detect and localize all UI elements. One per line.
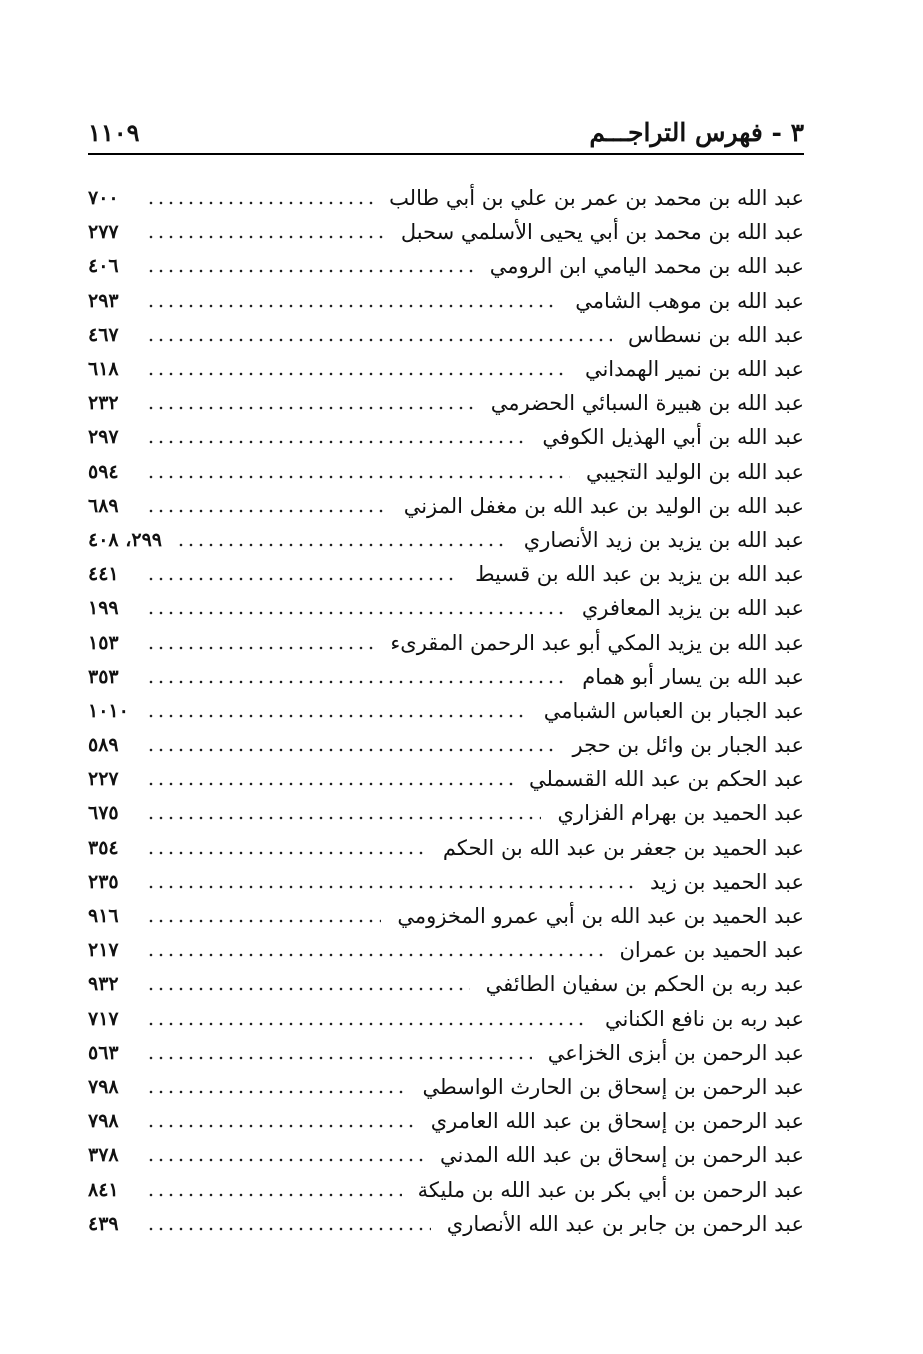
index-entry	[88, 591, 804, 625]
dot-leader	[146, 1022, 589, 1026]
index-list	[88, 181, 804, 1241]
index-entry	[88, 967, 804, 1001]
dot-leader	[146, 509, 388, 513]
dot-leader	[146, 338, 612, 342]
entry-page-number: ٦٧٥	[88, 802, 119, 825]
entry-name: عبد الله بن يزيد بن عبد الله بن قسيط	[475, 562, 804, 587]
entry-name: عبد الله بن الوليد بن عبد الله بن مغفل المزني	[403, 493, 804, 518]
entry-page-number: ٤٣٩	[88, 1212, 119, 1235]
entry-page-number: ٥٩٤	[88, 460, 119, 483]
entry-page-number: ٢٣٥	[88, 870, 119, 893]
entry-name: عبد الله بن يسار أبو همام	[582, 664, 804, 689]
index-entry	[88, 762, 804, 796]
index-entry	[88, 865, 804, 899]
entry-page-number: ١٥٣	[88, 631, 119, 654]
dot-leader	[146, 475, 570, 479]
index-entry	[88, 831, 804, 865]
dot-leader	[146, 235, 385, 239]
index-entry	[88, 1172, 804, 1206]
index-entry	[88, 694, 804, 728]
entry-page-number: ٨٤١	[88, 1178, 119, 1201]
dot-leader	[176, 543, 508, 547]
entry-name: عبد الله بن أبي الهذيل الكوفي	[542, 425, 804, 450]
entry-name: عبد ربه بن الحكم بن سفيان الطائفي	[485, 972, 804, 997]
index-entry	[88, 1002, 804, 1036]
entry-name: عبد الجبار بن العباس الشبامي	[543, 698, 804, 723]
index-entry	[88, 489, 804, 523]
entry-name: عبد ربه بن نافع الكناني	[604, 1006, 804, 1031]
index-entry	[88, 420, 804, 454]
entry-page-number: ٧٩٨	[88, 1075, 119, 1098]
entry-page-number: ٢٩٩، ٤٠٨	[88, 528, 162, 551]
entry-name: عبد الله بن يزيد المعافري	[581, 596, 804, 621]
entry-name: عبد الله بن محمد بن أبي يحيى الأسلمي سحبل	[400, 220, 804, 245]
dot-leader	[146, 714, 528, 718]
index-entry	[88, 215, 804, 249]
entry-name: عبد الرحمن بن أبزى الخزاعي	[547, 1040, 804, 1065]
entry-name: عبد الله بن يزيد المكي أبو عبد الرحمن المقرىء	[390, 630, 804, 655]
entry-name: عبد الجبار بن وائل بن حجر	[572, 733, 804, 758]
entry-page-number: ٢٣٢	[88, 392, 119, 415]
entry-page-number: ٦٨٩	[88, 494, 119, 517]
entry-page-number: ٢١٧	[88, 939, 119, 962]
entry-page-number: ٣٥٣	[88, 665, 119, 688]
entry-page-number: ٧٠٠	[88, 187, 119, 210]
entry-name: عبد الحميد بن عمران	[619, 938, 804, 963]
entry-name: عبد الرحمن بن إسحاق بن عبد الله العامري	[430, 1109, 804, 1134]
dot-leader	[146, 440, 526, 444]
dot-leader	[146, 680, 566, 684]
dot-leader	[146, 372, 569, 376]
dot-leader	[146, 577, 459, 581]
entry-page-number: ٤٦٧	[88, 323, 119, 346]
entry-name: عبد الله بن الوليد التجيبي	[585, 459, 804, 484]
entry-name: عبد الرحمن بن جابر بن عبد الله الأنصاري	[446, 1211, 804, 1236]
dot-leader	[146, 1158, 424, 1162]
index-entry	[88, 1138, 804, 1172]
entry-name: عبد الحكم بن عبد الله القسملي	[529, 767, 804, 792]
dot-leader	[146, 851, 427, 855]
index-entry	[88, 249, 804, 283]
dot-leader	[146, 611, 566, 615]
entry-page-number: ٧١٧	[88, 1007, 119, 1030]
index-entry	[88, 557, 804, 591]
dot-leader	[146, 782, 513, 786]
dot-leader	[146, 748, 557, 752]
dot-leader	[146, 987, 470, 991]
entry-page-number: ٧٩٨	[88, 1110, 119, 1133]
dot-leader	[146, 1090, 406, 1094]
dot-leader	[146, 201, 373, 205]
index-entry	[88, 796, 804, 830]
entry-page-number: ٢٩٣	[88, 289, 119, 312]
entry-name: عبد الله بن نسطاس	[627, 322, 804, 347]
dot-leader	[146, 269, 474, 273]
index-entry	[88, 1104, 804, 1138]
entry-name: عبد الحميد بن عبد الله بن أبي عمرو المخزومي	[397, 904, 804, 929]
entry-page-number: ٤٠٦	[88, 255, 119, 278]
entry-name: عبد الحميد بن جعفر بن عبد الله بن الحكم	[442, 835, 804, 860]
index-entry	[88, 352, 804, 386]
index-entry	[88, 1036, 804, 1070]
entry-name: عبد الله بن هبيرة السبائي الحضرمي	[490, 391, 804, 416]
page-header	[88, 108, 804, 152]
entry-page-number: ٢٧٧	[88, 221, 119, 244]
dot-leader	[146, 1056, 532, 1060]
index-entry	[88, 181, 804, 215]
index-entry	[88, 728, 804, 762]
page-number: ١١٠٩	[88, 118, 140, 147]
index-entry	[88, 284, 804, 318]
index-entry	[88, 625, 804, 659]
index-entry	[88, 1207, 804, 1241]
entry-page-number: ٦١٨	[88, 358, 119, 381]
entry-page-number: ٣٥٤	[88, 836, 119, 859]
entry-page-number: ١٩٩	[88, 597, 119, 620]
dot-leader	[146, 1193, 402, 1197]
entry-page-number: ٥٨٩	[88, 734, 119, 757]
entry-page-number: ٥٦٣	[88, 1041, 119, 1064]
entry-name: عبد الرحمن بن إسحاق بن عبد الله المدني	[440, 1143, 804, 1168]
entry-page-number: ١٠١٠	[88, 699, 129, 722]
entry-name: عبد الحميد بن بهرام الفزاري	[557, 801, 804, 826]
entry-name: عبد الله بن نمير الهمداني	[584, 357, 804, 382]
entry-name: عبد الرحمن بن إسحاق بن الحارث الواسطي	[422, 1074, 804, 1099]
page-title: ٣ - فهرس التراجـــم	[589, 118, 804, 147]
entry-name: عبد الله بن محمد اليامي ابن الرومي	[489, 254, 804, 279]
dot-leader	[146, 919, 381, 923]
entry-page-number: ٢٩٧	[88, 426, 119, 449]
dot-leader	[146, 646, 374, 650]
index-entry	[88, 899, 804, 933]
index-entry	[88, 660, 804, 694]
entry-page-number: ٢٢٧	[88, 768, 119, 791]
entry-page-number: ٩٣٢	[88, 973, 119, 996]
entry-name: عبد الرحمن بن أبي بكر بن عبد الله بن مليكة	[417, 1177, 804, 1202]
dot-leader	[146, 304, 559, 308]
entry-name: عبد الله بن يزيد بن زيد الأنصاري	[523, 527, 804, 552]
entry-page-number: ٩١٦	[88, 905, 119, 928]
entry-page-number: ٣٧٨	[88, 1144, 119, 1167]
index-entry	[88, 455, 804, 489]
dot-leader	[146, 1227, 431, 1231]
entry-name: عبد الله بن موهب الشامي	[575, 288, 804, 313]
dot-leader	[146, 1124, 415, 1128]
index-entry	[88, 1070, 804, 1104]
entry-name: عبد الحميد بن زيد	[649, 869, 804, 894]
dot-leader	[146, 885, 634, 889]
dot-leader	[146, 406, 475, 410]
index-entry	[88, 933, 804, 967]
index-entry	[88, 318, 804, 352]
index-entry	[88, 386, 804, 420]
dot-leader	[146, 953, 603, 957]
dot-leader	[146, 816, 541, 820]
header-divider	[88, 153, 804, 155]
index-entry	[88, 523, 804, 557]
entry-name: عبد الله بن محمد بن عمر بن علي بن أبي طالب	[389, 186, 804, 211]
entry-page-number: ٤٤١	[88, 563, 119, 586]
